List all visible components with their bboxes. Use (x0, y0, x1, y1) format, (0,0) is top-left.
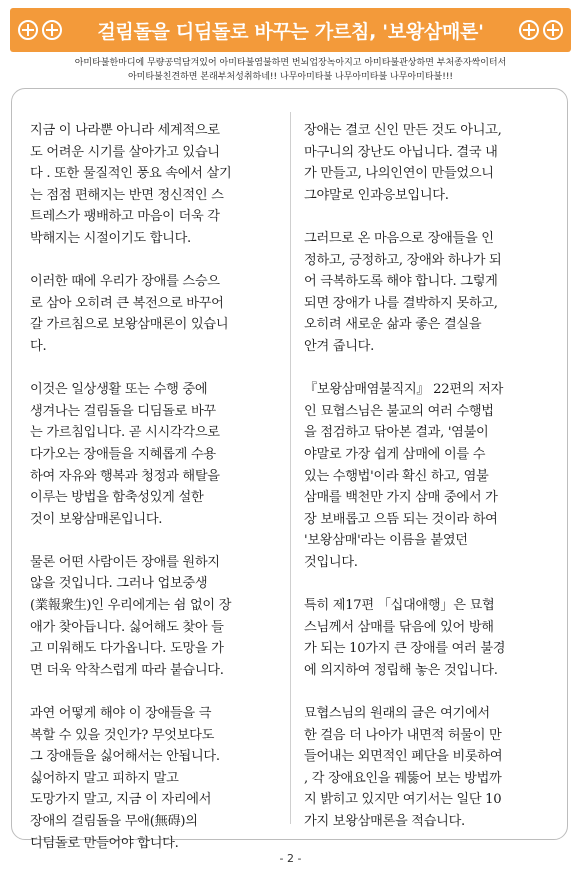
chant-line-2: 아미타불친견하면 본래부처성취하네!! 나무아미타불 나무아미타불 나무아미타불!!! (127, 72, 454, 82)
page-title: 걸림돌을 디딤돌로 바꾸는 가르침, '보왕삼매론' (97, 20, 484, 43)
paragraph: 이러한 때에 우리가 장애를 스승으 로 삼아 오히려 큰 복전으로 바꾸어 갈 가르침으로 보왕삼매론이 있습니 다. (30, 274, 229, 354)
paragraph: 이것은 일상생활 또는 수행 중에 생겨나는 걸림돌을 디딤돌로 바꾸 는 가르침입니다. 곧 시시각각으로 다가오는 장애들을 지혜롭게 수용 하여 자유와 행복과 청정과 해탈을 이루는 방법을 함축성있게 설한 것이 보왕삼매론입니다. (30, 382, 220, 527)
right-column (304, 120, 556, 854)
paragraph: 물론 어떤 사람이든 장애를 원하지 않을 것입니다. 그러나 업보중생 (業報衆生)인 우리에게는 쉼 없이 장 애가 찾아듭니다. 싫어해도 찾아 들 고 미워해도 다가옵니다. 도망을 가 면 더욱 악착스럽게 따라 붙습니다. (30, 554, 232, 678)
dharma-wheel-icon (519, 20, 539, 40)
left-column (30, 120, 268, 876)
column-divider (290, 112, 291, 824)
title-banner (10, 8, 571, 52)
paragraph: 과연 어떻게 해야 이 장애들을 극 복할 수 있을 것인가? 무엇보다도 그 장애들을 싫어해서는 안됩니다. 싫어하지 말고 피하지 말고 도망가지 말고, 지금 이 자리에서 장애의 걸림돌을 무애(無碍)의 디딤돌로 만들어야 합니다. (30, 706, 220, 851)
banner-icons-left (18, 20, 62, 40)
paragraph: 지금 이 나라뿐 아니라 세계적으로 도 어려운 시기를 살아가고 있습니 다 . 또한 물질적인 풍요 속에서 살기 는 점점 편해지는 반면 정신적인 스 트레스가 팽배하고 마음이 더욱 각 박해지는 시절이기도 합니다. (30, 123, 232, 246)
dharma-wheel-icon (543, 20, 563, 40)
dharma-wheel-icon (42, 20, 62, 40)
chant-line-1: 아미타불한마디에 무량공덕담겨있어 아미타불염불하면 번뇌업장녹아지고 아미타불관상하면 부처종자싹이터서 (74, 58, 507, 68)
banner-icons-right (519, 20, 563, 40)
paragraph: 묘협스님의 원래의 글은 여기에서 한 걸음 더 나아가 내면적 허물이 만 들어내는 외면적인 폐단을 비롯하여 , 각 장애요인을 꿰뚫어 보는 방법까 지 밝히고 있지만 여기서는 일단 10 가지 보왕삼매론을 적습니다. (304, 706, 503, 829)
paragraph: 장애는 결코 신인 만든 것도 아니고, 마구니의 장난도 아닙니다. 결국 내 가 만들고, 나의인연이 만들었으니 그야말로 인과응보입니다. (304, 123, 502, 203)
paragraph: 『보왕삼매염불직지』 22편의 저자 인 묘협스님은 불교의 여러 수행법 을 점검하고 닦아본 결과, '염불이 야말로 가장 쉽게 삼매에 이를 수 있는 수행법'이라 확신 하고, 염불 삼매를 백천만 가지 삼매 중에서 가 장 보배롭고 으뜸 되는 것이라 하여 '보왕삼매'라는 이름을 붙였던 것입니다. (304, 382, 504, 570)
paragraph: 그러므로 온 마음으로 장애들을 인 정하고, 긍정하고, 장애와 하나가 되 어 극복하도록 해야 합니다. 그렇게 되면 장애가 나를 결박하지 못하고, 오히려 새로운 삶과 좋은 결실을 안겨 줍니다. (304, 230, 502, 354)
dharma-wheel-icon (18, 20, 38, 40)
page-number: - 2 - (279, 852, 302, 865)
paragraph: 특히 제17편 「십대애행」은 묘협 스님께서 삼매를 닦음에 있어 방해 가 되는 10가지 큰 장애를 여러 불경 에 의지하여 정립해 놓은 것입니다. (304, 598, 506, 678)
